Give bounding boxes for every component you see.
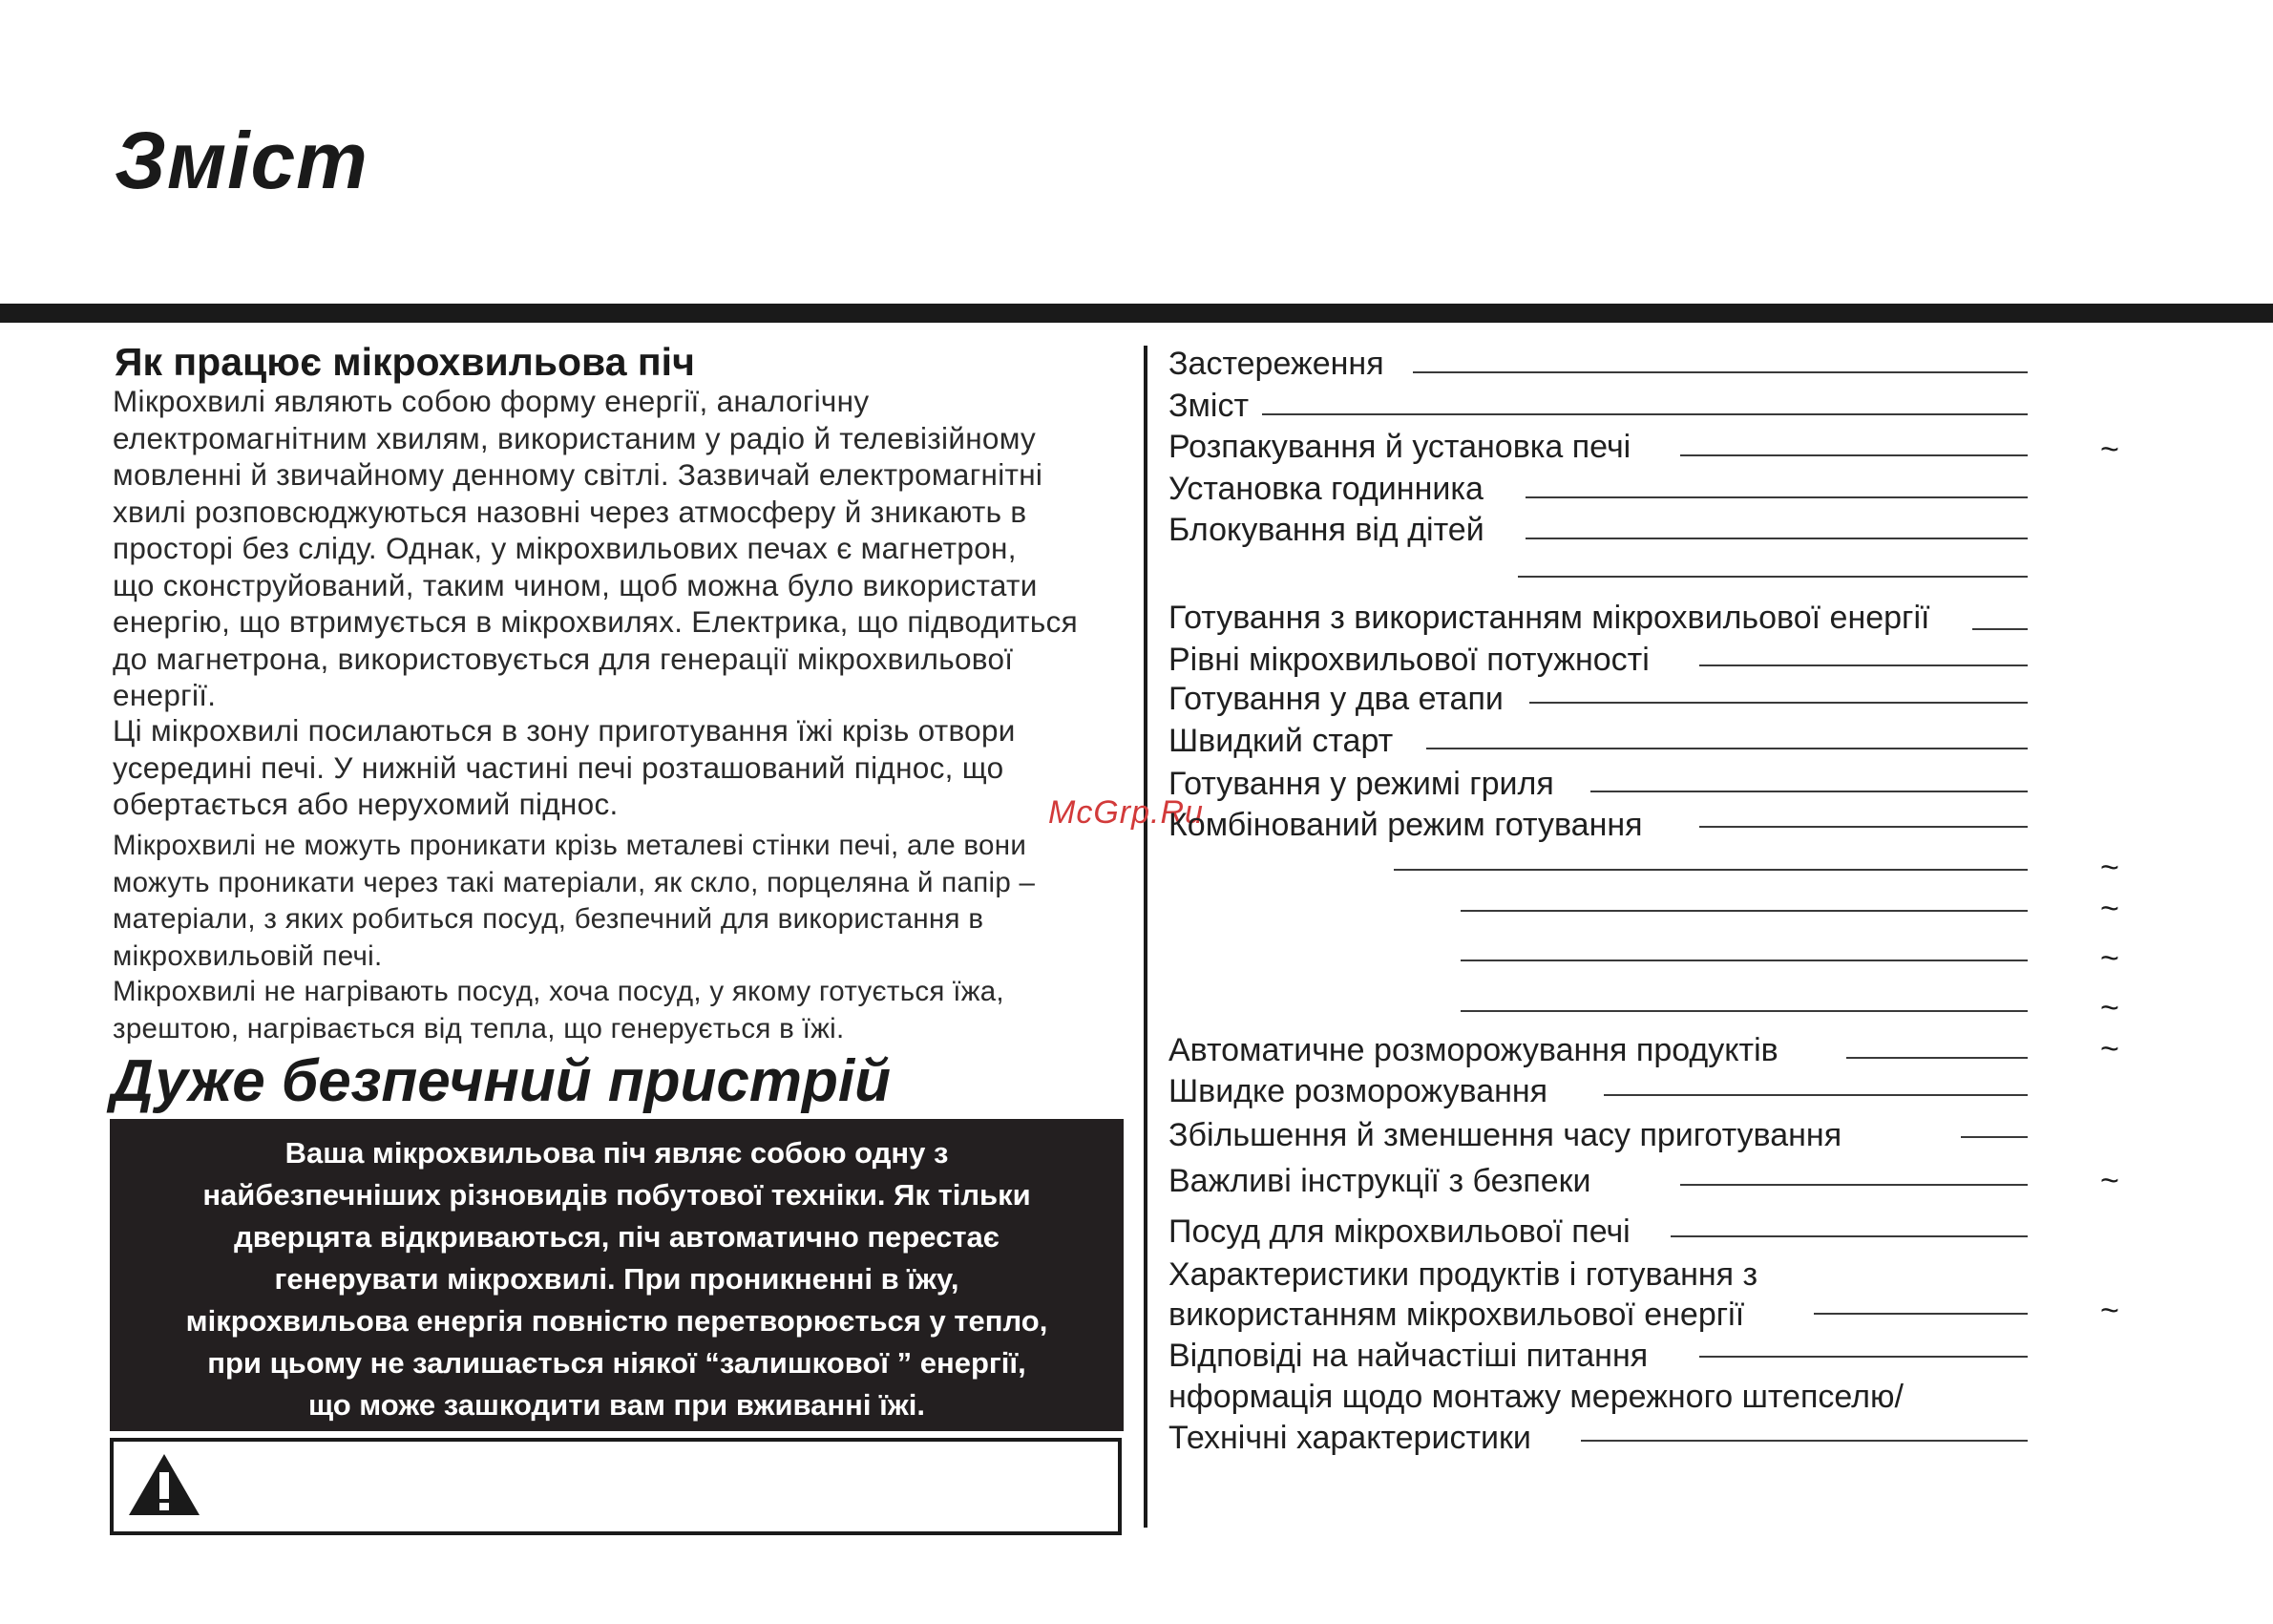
page-range-tilde: ~ [2100, 1031, 2119, 1067]
intro-paragraph: Мікрохвилі являють собою форму енергії, аналогічну електромагнітним хвилям, використаним у радіо й телевізійному мовленні й звичайному денному світлі. Зазвичай електромагнітні хвилі розповсюджуються назовні через атмосферу й зникають в просторі без сліду. Однак, у мікрохвильових печах є магнетрон, що сконструйований, таким чином, щоб можна було використати енергію, що втримується в мікрохвилях. Електрика, що підводиться до магнетрона, використовується для генерації мікрохвильової енергії. [113, 384, 1078, 712]
toc-leader [1699, 664, 2028, 666]
toc-leader [1846, 1057, 2028, 1059]
toc-item-cookware[interactable]: Посуд для мікрохвильової печі [1168, 1213, 1631, 1250]
toc-item-warnings[interactable]: Застереження [1168, 346, 1384, 382]
toc-item-unpacking[interactable]: Розпакування й установка печі [1168, 429, 1631, 465]
toc-leader [1814, 1313, 2028, 1315]
toc-leader [1413, 371, 2028, 373]
top-rule [0, 304, 2273, 323]
toc-item-combi[interactable]: Комбінований режим готування [1168, 807, 1643, 843]
warning-icon [127, 1451, 201, 1518]
toc-leader [1699, 1356, 2028, 1358]
toc-leader [1461, 1010, 2028, 1012]
safety-info-box [110, 1119, 1124, 1431]
toc-leader [1461, 960, 2028, 961]
toc-leader [1972, 628, 2028, 630]
column-divider [1144, 346, 1147, 1528]
toc-leader [1426, 748, 2028, 749]
safety-info-text: Ваша мікрохвильова піч являє собою одну з найбезпечніших різновидів побутової техніки. Як тільки дверцята відкриваються, піч автоматично перестає генерувати мікрохвилі. При проникненні в їжу, мікрохвильова енергія повністю перетворюється у тепло, при цьому не залишається ніякої “залишкової ” енергії, що може зашкодити вам при вживанні їжі. [185, 1136, 1048, 1422]
watermark: McGrp.Ru [1048, 794, 1204, 831]
toc-item-time-adjust[interactable]: Збільшення й зменшення часу приготування [1168, 1117, 1842, 1153]
toc-item-contents[interactable]: Зміст [1168, 388, 1250, 424]
toc-item-plug-info[interactable]: нформація щодо монтажу мережного штепселю/ [1168, 1379, 1904, 1415]
toc-leader [1604, 1094, 2028, 1096]
toc-leader [1394, 869, 2028, 871]
toc-item-safety-instructions[interactable]: Важливі інструкції з безпеки [1168, 1163, 1591, 1199]
toc-item-food-characteristics[interactable]: Характеристики продуктів і готування з [1168, 1256, 1758, 1293]
microwaves-paragraph: Ці мікрохвилі посилаються в зону приготування їжі крізь отвори усередині печі. У нижній частині печі розташований піднос, що обертається або нерухомий піднос. [113, 713, 1016, 821]
safety-heading: Дуже безпечний пристрій [111, 1048, 891, 1114]
toc-item-specifications[interactable]: Технічні характеристики [1168, 1420, 1531, 1456]
toc-item-power-levels[interactable]: Рівні мікрохвильової потужності [1168, 642, 1650, 678]
toc-leader [1518, 576, 2028, 578]
page-range-tilde: ~ [2100, 891, 2119, 927]
toc-item-grill[interactable]: Готування у режимі гриля [1168, 766, 1554, 802]
page-range-tilde: ~ [2100, 850, 2119, 886]
toc-item-quick-defrost[interactable]: Швидке розморожування [1168, 1073, 1548, 1109]
toc-item-faq[interactable]: Відповіді на найчастіші питання [1168, 1338, 1649, 1374]
page-range-tilde: ~ [2100, 990, 2119, 1026]
toc-leader [1699, 826, 2028, 828]
toc-leader [1581, 1440, 2028, 1442]
toc-leader [1526, 538, 2028, 539]
how-it-works-heading: Як працює мікрохвильова піч [115, 340, 695, 384]
toc-leader [1961, 1136, 2028, 1138]
toc-item-child-lock[interactable]: Блокування від дітей [1168, 512, 1484, 548]
toc-leader [1526, 496, 2028, 498]
page-range-tilde: ~ [2100, 940, 2119, 977]
toc-item-auto-defrost[interactable]: Автоматичне розморожування продуктів [1168, 1032, 1778, 1068]
heating-paragraph: Мікрохвилі не нагрівають посуд, хоча посуд, у якому готується їжа, зрештою, нагрівається від тепла, що генерується в їжі. [113, 976, 1004, 1044]
page-range-tilde: ~ [2100, 432, 2119, 468]
toc-item-quick-start[interactable]: Швидкий старт [1168, 723, 1394, 759]
toc-leader [1680, 1184, 2028, 1186]
warning-box [110, 1438, 1122, 1535]
toc-leader [1590, 791, 2028, 792]
page-range-tilde: ~ [2100, 1163, 2119, 1199]
toc-leader [1529, 702, 2028, 704]
toc-leader [1671, 1235, 2028, 1237]
page-title: Зміст [115, 116, 368, 205]
toc-item-two-stage[interactable]: Готування у два етапи [1168, 681, 1504, 717]
toc-leader [1262, 413, 2028, 415]
page-range-tilde: ~ [2100, 1293, 2119, 1329]
toc-leader [1680, 454, 2028, 456]
toc-item-food-characteristics-cont[interactable]: використанням мікрохвильової енергії [1168, 1297, 1745, 1333]
materials-paragraph: Мікрохвилі не можуть проникати крізь металеві стінки печі, але вони можуть проникати через такі матеріали, як скло, порцеляна й папір – матеріали, з яких робиться посуд, безпечний для використання в мікрохвильовій печі. [113, 830, 1036, 972]
toc-leader [1461, 910, 2028, 912]
toc-item-microwave-cooking[interactable]: Готування з використанням мікрохвильової енергії [1168, 600, 1930, 636]
toc-item-clock[interactable]: Установка годинника [1168, 471, 1484, 507]
